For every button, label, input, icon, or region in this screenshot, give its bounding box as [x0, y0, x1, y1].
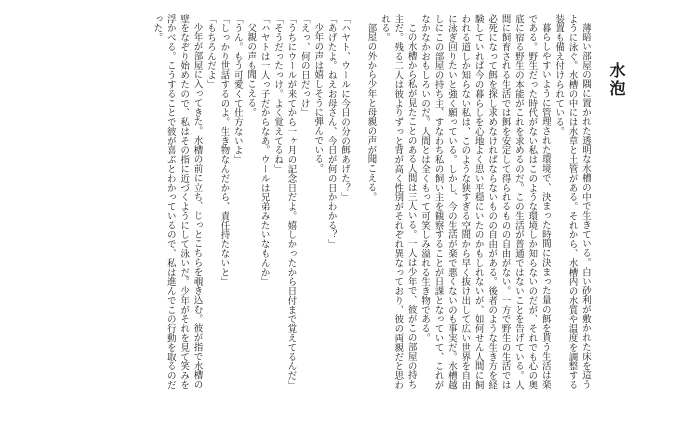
dialogue-line: 「うん。もう可愛くて仕方ないよ」 — [231, 14, 243, 165]
narration-paragraph: この水槽から私が見たことのある人間は三人いる。一人は少年で、彼がこの部屋の持ち主だ。残る二人は彼よりずっと背が高く性別がそれぞれ異なっており、彼の両親だと思われる。 — [378, 14, 417, 390]
dialogue-line: 「そうだったっけ。よく覚えてるね」 — [272, 14, 284, 174]
narration-paragraph: 少年が部屋に入ってきた。水槽の前に立ち、じっとこちらを覗き込む。彼が指で水槽の壁をなぞり始めたので、私はその指に近づくようにして泳いだ。少年がそれを見て笑みを浮かべる。こうすることで彼が喜ぶとわかっているので、私は進んでこの行動を取るのだった。 — [151, 14, 203, 390]
dialogue-line: 「しっかり世話するのよ。生き物なんだから、責任持たないと」 — [218, 14, 230, 287]
dialogue-line: 「うちにウールが来てから一ヶ月の記念日だよ。嬉しかったから日付まで覚えてるんだ」 — [285, 14, 297, 390]
dialogue-line: 「ハヤトは一人っ子だからなあ。ウールは兄弟みたいなもんか」 — [258, 14, 270, 287]
dialogue-line: 「ハヤト、ウールに今日の分の餌あげた？」 — [339, 14, 351, 202]
narration-paragraph: 少年の声は嬉しそうに弾んでいる。 — [312, 23, 324, 174]
narration-paragraph: 部屋の外から少年と母親の声が聞こえる。 — [365, 23, 377, 202]
narration-paragraph: 父親の声も聞こえる。 — [245, 23, 257, 118]
narration-paragraph: 暮らしやすいように管理された環境で、決まった時間に決まった量の餌を貰う生活は楽である。野生だった時代がない私はこのような環境しか知らないのだが、それでも心の奥底に宿る野生の本能がこれを求めるのだ。この生活が普通ではないことを告げている。人間に飼育される生活では餌を安定して得られるものの自由がない。一方で野生の生活では必死になって餌を探し求めなければならないものの自由がある。後者のような生き方を経験していれば今の暮らしを心地よく思い平穏にいたのかもしれないが、如何せん人間に飼われる道しか知らない私は、このような狭すぎる空間から早く抜け出して広い世界を自由に泳ぎ回りたいと強く願っている。しかし、今の生活が楽で悪くないのも事実だ。水槽越しにこの部屋の持ち主、すなわち私の飼い主を観察することが日課となっていて、これがなかなかおもしろいのだ。人間とは全くもって可笑しみ溢れる生き物である。 — [419, 14, 551, 390]
narration-paragraph: 薄暗い部屋の隅に置かれた透明な水槽の中で生きている。白い砂利が敷かれた床を這うように泳ぐ。水槽の中には水草と土管がある。それから、水槽内の水質や温度を調整する装置も備え付けられている。 — [553, 14, 591, 390]
dialogue-line: 「もちろんだよ」 — [205, 14, 217, 90]
story-body — [42, 14, 592, 398]
story-title: 水泡 — [607, 62, 626, 98]
dialogue-line: 「えっ、何の日だっけ」 — [298, 14, 310, 118]
dialogue-line: 「あげたよ。ねえお母さん、今日が何の日かわかる？」 — [325, 14, 337, 249]
